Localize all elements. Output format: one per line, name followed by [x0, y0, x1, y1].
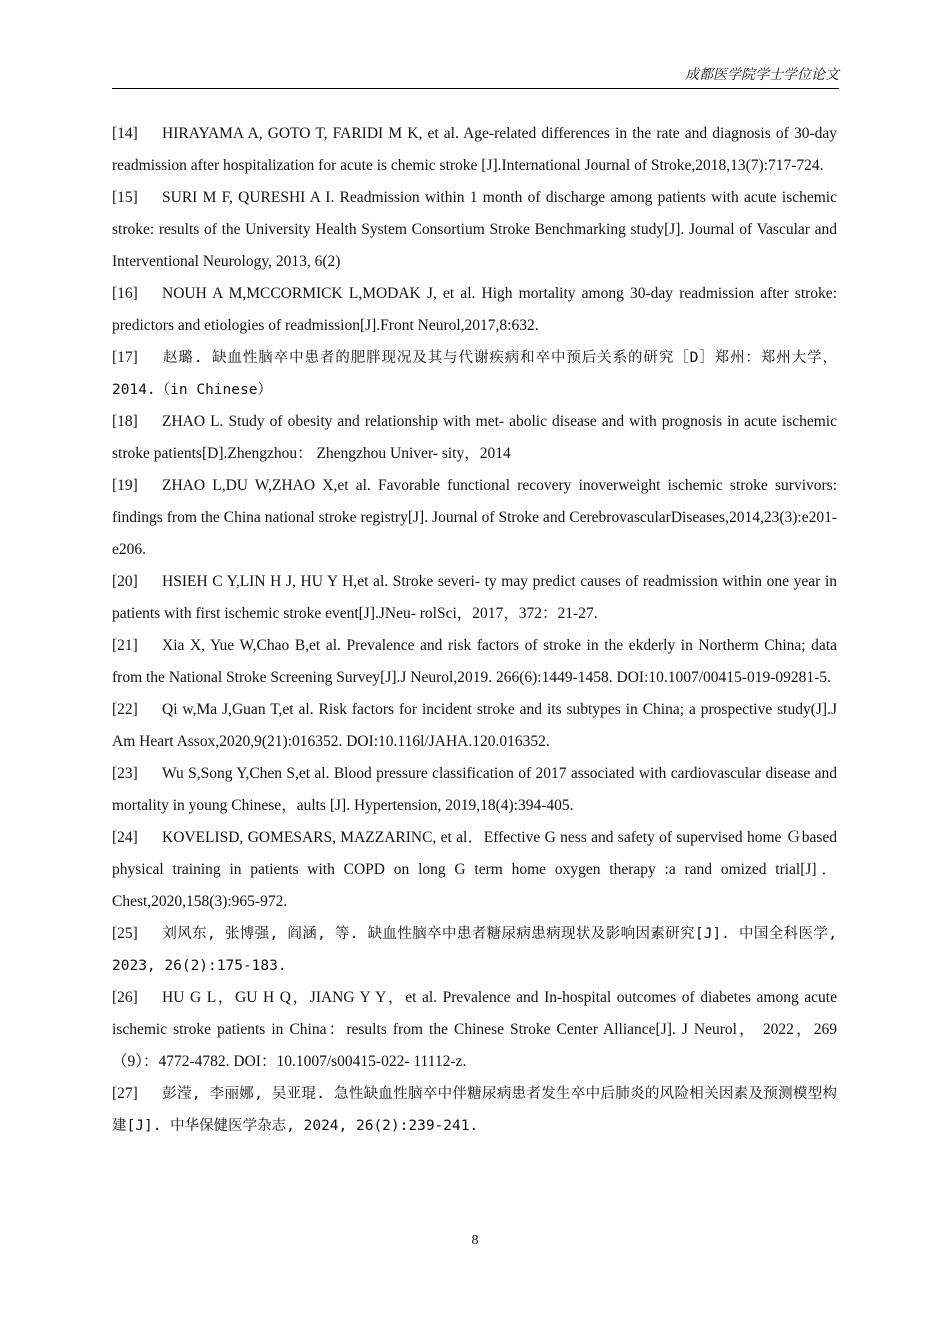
reference-text: 赵璐. 缺血性脑卒中患者的肥胖现况及其与代谢疾病和卒中预后关系的研究［D］郑州：郑州大学，2014.（in Chinese） [112, 350, 837, 398]
reference-text: ZHAO L. Study of obesity and relationship with met- abolic disease and with prognosis in acute ischemic stroke patients[D].Zhengzhou： Zhengzhou Univer- sity，2014 [112, 413, 837, 462]
running-header: 成都医学院学士学位论文 [685, 68, 839, 83]
reference-text: NOUH A M,MCCORMICK L,MODAK J, et al. High mortality among 30-day readmission after stroke: predictors and etiologies of readmission[J].Front Neurol,2017,8:632. [112, 285, 837, 334]
reference-text: KOVELISD, GOMESARS, MAZZARINC, et al．Effective G ness and safety of supervised home Ｇbased physical training in patients with COPD on long G term home oxygen therapy :a rand omized trial[J]．Chest,2020,158(3):965-972. [112, 829, 837, 910]
reference-number: [24] [112, 829, 138, 846]
reference-item [112, 758, 837, 822]
reference-number: [26] [112, 989, 138, 1006]
reference-text: HU G L，GU H Q，JIANG Y Y，et al. Prevalence and In-hospital outcomes of diabetes among acute ischemic stroke patients in China：results from the Chinese Stroke Center Alliance[J]. J Neurol， 2022，269（9）：4772-4782. DOI：10.1007/s00415-022- 11112-z. [112, 989, 837, 1070]
reference-item [112, 182, 837, 278]
reference-number: [14] [112, 125, 138, 142]
reference-item [112, 278, 837, 342]
reference-number: [23] [112, 765, 138, 782]
reference-text: SURI M F, QURESHI A I. Readmission within 1 month of discharge among patients with acute ischemic stroke: results of the University Health System Consortium Stroke Benchmarking study[J]. Journal of Vascular and Interventional Neurology, 2013, 6(2) [112, 189, 837, 270]
reference-number: [17] [112, 349, 138, 366]
reference-item [112, 470, 837, 566]
reference-item [112, 822, 837, 918]
reference-number: [19] [112, 477, 138, 494]
reference-list [112, 118, 837, 1142]
reference-number: [21] [112, 637, 138, 654]
reference-item [112, 982, 837, 1078]
reference-number: [25] [112, 925, 138, 942]
header-rule [112, 88, 839, 89]
reference-text: Qi w,Ma J,Guan T,et al. Risk factors for incident stroke and its subtypes in China; a prospective study(J].J Am Heart Assox,2020,9(21):016352. DOI:10.116l/JAHA.120.016352. [112, 701, 837, 750]
reference-text: HSIEH C Y,LIN H J, HU Y H,et al. Stroke severi- ty may predict causes of readmission within one year in patients with first ischemic stroke event[J].JNeu- rolSci，2017，372：21-27. [112, 573, 837, 622]
reference-text: ZHAO L,DU W,ZHAO X,et al. Favorable functional recovery inoverweight ischemic stroke survivors: findings from the China national stroke registry[J]. Journal of Stroke and CerebrovascularDiseases,2014,23(3):e201-e206. [112, 477, 837, 558]
reference-item [112, 918, 837, 982]
reference-item [112, 694, 837, 758]
reference-number: [20] [112, 573, 138, 590]
reference-number: [22] [112, 701, 138, 718]
reference-text: 彭滢, 李丽娜, 吴亚琨. 急性缺血性脑卒中伴糖尿病患者发生卒中后肺炎的风险相关因素及预测模型构建[J]. 中华保健医学杂志, 2024, 26(2):239-241. [112, 1086, 837, 1134]
page-number: 8 [471, 1233, 479, 1248]
reference-text: Wu S,Song Y,Chen S,et al. Blood pressure classification of 2017 associated with cardiovascular disease and mortality in young Chinese，aults [J]. Hypertension, 2019,18(4):394-405. [112, 765, 837, 814]
reference-item [112, 630, 837, 694]
reference-number: [16] [112, 285, 138, 302]
reference-text: HIRAYAMA A, GOTO T, FARIDI M K, et al. Age-related differences in the rate and diagnosis of 30-day readmission after hospitalization for acute is chemic stroke [J].International Journal of Stroke,2018,13(7):717-724. [112, 125, 837, 174]
reference-number: [15] [112, 189, 138, 206]
reference-item [112, 342, 837, 406]
reference-item [112, 566, 837, 630]
reference-item [112, 1078, 837, 1142]
reference-item [112, 118, 837, 182]
reference-text: Xia X, Yue W,Chao B,et al. Prevalence and risk factors of stroke in the ekderly in Northerm China; data from the National Stroke Screening Survey[J].J Neurol,2019. 266(6):1449-1458. DOI:10.1007/00415-019-09281-5. [112, 637, 837, 686]
reference-text: 刘风东, 张博强, 阎涵, 等. 缺血性脑卒中患者糖尿病患病现状及影响因素研究[J]. 中国全科医学, 2023, 26(2):175-183. [112, 926, 837, 974]
reference-item [112, 406, 837, 470]
reference-number: [27] [112, 1085, 138, 1102]
reference-number: [18] [112, 413, 138, 430]
